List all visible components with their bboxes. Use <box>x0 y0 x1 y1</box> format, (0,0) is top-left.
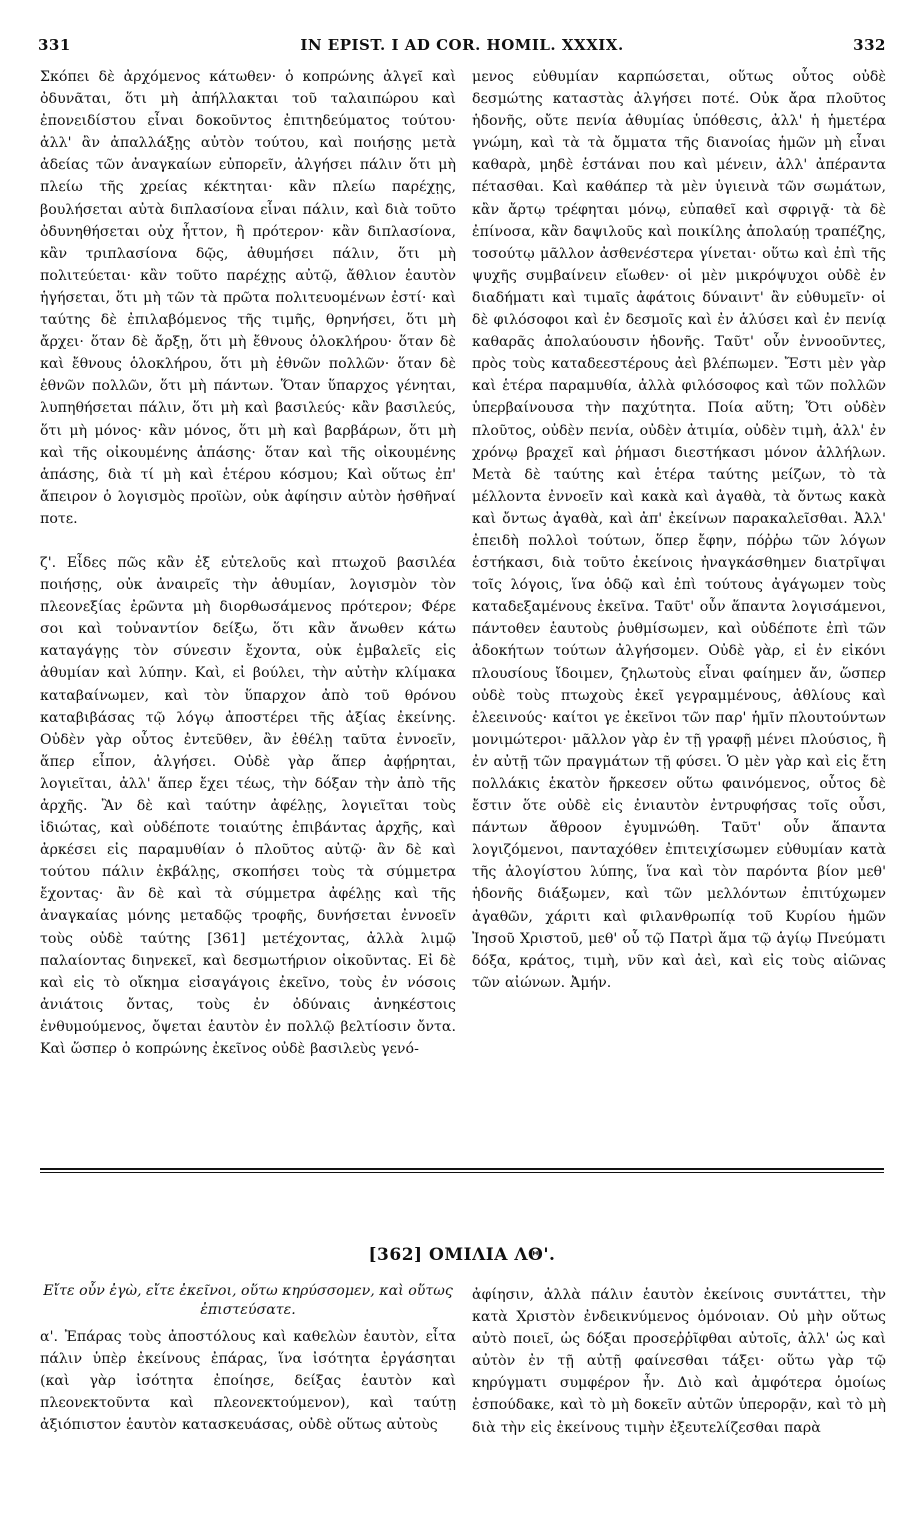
paragraph: μενος εὐθυμίαν καρπώσεται, οὕτως οὗτος οὐδὲ δεσμώτης καταστὰς ἀλγήσει ποτέ. Οὐκ ἄρα πλοῦτος ἡδονῆς, οὔτε πενία ἀθυμίας ὑπόθεσις, ἀλλ' ἡ ἡμετέρα γνώμη, καὶ τὰ τὰ ὄμματα τῆς διανοίας ἡμῶν μὴ εἶναι καθαρὰ, μηδὲ ἑστάναι που καὶ μένειν, ἀλλ' ἀπέραντα πέτασθαι. Καὶ καθάπερ τὰ μὲν ὑγιεινὰ τῶν σωμάτων, κἂν ἄρτῳ τρέφηται μόνῳ, εὐπαθεῖ καὶ σφριγᾷ· τὰ δὲ ἐπίνοσα, κἂν δαψιλοῦς καὶ ποικίλης ἀπολαύῃ τραπέζης, τοσούτῳ μᾶλλον ἀσθενέστερα γίνεται· οὕτω καὶ ἐπὶ τῆς ψυχῆς συμβαίνειν εἴωθεν· οἱ μὲν μικρόψυχοι οὐδὲ ἐν διαδήματι καὶ τιμαῖς ἀφάτοις δύναιντ' ἂν εὐθυμεῖν· οἱ δὲ φιλόσοφοι καὶ ἐν δεσμοῖς καὶ ἐν ἁλύσει καὶ ἐν πενίᾳ καθαρᾶς ἀπολαύουσιν ἡδονῆς. Ταῦτ' οὖν ἐννοοῦντες, πρὸς τοὺς καταδεεστέρους ἀεὶ βλέπωμεν. Ἔστι μὲν γὰρ καὶ ἑτέρα παραμυθία, ἀλλὰ φιλόσοφος καὶ τῶν πολλῶν ὑπερβαίνουσα τὴν παχύτητα. Ποία αὕτη; Ὅτι οὐδὲν πλοῦτος, οὐδὲν πενία, οὐδὲν ἀτιμία, οὐδὲν τιμὴ, ἀλλ' ἐν χρόνῳ βραχεῖ καὶ ῥήμασι διεστήκασι μόνον ἀλλήλων. Μετὰ δὲ ταύτης καὶ ἑτέρα ταύτης μείζων, τὸ τὰ μέλλοντα ἐννοεῖν καὶ κακὰ καὶ ἀγαθὰ, τὰ ὄντως κακὰ καὶ ὄντως ἀγαθὰ, καὶ ἀπ' ἐκείνων παρακαλεῖσθαι. Ἀλλ' ἐπειδὴ πολλοὶ τούτων, ὅπερ ἔφην, πόῤῥω τῶν λόγων ἑστήκασι, διὰ τοῦτο ἐκείνοις ἠναγκάσθημεν διατρῖψαι τοῖς λόγοις, ἵνα ὁδῷ καὶ ἐπὶ τούτους ἀγάγωμεν τοὺς καταδεξαμένους ἐκεῖνα. Ταῦτ' οὖν ἅπαντα λογισάμενοι, πάντοθεν ἑαυτοὺς ῥυθμίσωμεν, καὶ οὐδέποτε ἐπὶ τῶν ἀδοκήτων τούτων ἀλγήσομεν. Οὐδὲ γὰρ, εἰ ἐν εἰκόνι πλουσίους ἴδοιμεν, ζηλωτοὺς εἶναι φαίημεν ἄν, ὥσπερ οὐδὲ τοὺς πτωχοὺς ἐκεῖ γεγραμμένους, ἀθλίους καὶ ἐλεεινούς· καίτοι γε ἐκεῖνοι τῶν παρ' ἡμῖν πλουτούντων μονιμώτεροι· μᾶλλον γὰρ ἐν τῇ γραφῇ μένει πλούσιος, ἢ ἐν αὐτῇ τῶν πραγμάτων τῇ φύσει. Ὁ μὲν γὰρ καὶ εἰς ἔτη πολλάκις ἑκατὸν ἤρκεσεν οὕτω φαινόμενος, οὗτος δὲ ἔστιν ὅτε οὐδὲ εἰς ἐνιαυτὸν ἐντρυφήσας τοῖς οὖσι, πάντων ἄθροον ἐγυμνώθη. Ταῦτ' οὖν ἅπαντα λογιζόμενοι, πανταχόθεν ἐπιτειχίσωμεν εὐθυμίαν κατὰ τῆς ἀλογίστου λύπης, ἵνα καὶ τὸν παρόντα βίον μεθ' ἡδονῆς διάξωμεν, καὶ τῶν μελλόντων ἐπιτύχωμεν ἀγαθῶν, χάριτι καὶ φιλανθρωπίᾳ τοῦ Κυρίου ἡμῶν Ἰησοῦ Χριστοῦ, μεθ' οὗ τῷ Πατρὶ ἅμα τῷ ἁγίῳ Πνεύματι δόξα, κράτος, τιμὴ, νῦν καὶ ἀεὶ, καὶ εἰς τοὺς αἰῶνας τῶν αἰώνων. Ἀμήν. <box>472 69 886 991</box>
paragraph: Σκόπει δὲ ἀρχόμενος κάτωθεν· ὁ κοπρώνης ἀλγεῖ καὶ ὀδυνᾶται, ὅτι μὴ ἀπήλλακται τοῦ ταλαιπώρου καὶ ἐπονειδίστου εἶναι δοκοῦντος ἐπιτηδεύματος τούτου· ἀλλ' ἂν ἀπαλλάξῃς αὐτὸν τούτου, καὶ ποιήσῃς μετὰ ἀδείας τῶν ἀναγκαίων εὐπορεῖν, ἀλγήσει πάλιν ὅτι μὴ πλείω τῆς χρείας κέκτηται· κἂν πλείω παρέχῃς, βουλήσεται αὐτὰ διπλασίονα εἶναι πάλιν, καὶ διὰ τοῦτο ὀδυνηθήσεται οὐχ ἧττον, ἢ πρότερον· κἂν διπλασίονα, κἂν τριπλασίονα δῷς, ἀθυμήσει πάλιν, ὅτι μὴ πολιτεύεται· κἂν τοῦτο παρέχῃς αὐτῷ, ἄθλιον ἑαυτὸν ἡγήσεται, ὅτι μὴ τῶν τὰ πρῶτα πολιτευομένων ἐστί· καὶ ταύτης δὲ ἐπιλαβόμενος τῆς τιμῆς, θρηνήσει, ὅτι μὴ ἄρχει· ὅταν δὲ ἄρξῃ, ὅτι μὴ ἔθνους ὁλοκλήρου· ὅταν δὲ καὶ ἔθνους ὁλοκλήρου, ὅτι μὴ ἐθνῶν πολλῶν· ὅταν δὲ ἐθνῶν πολλῶν, ὅτι μὴ πάντων. Ὅταν ὕπαρχος γένηται, λυπηθήσεται πάλιν, ὅτι μὴ καὶ βασιλεύς· κἂν βασιλεύς, ὅτι μὴ μόνος· κἂν μόνος, ὅτι μὴ καὶ βαρβάρων, ὅτι μὴ καὶ τῆς οἰκουμένης ἁπάσης· ὅταν καὶ τῆς οἰκουμένης ἁπάσης, διὰ τί μὴ καὶ ἑτέρου κόσμου; Καὶ οὕτως ἐπ' ἄπειρον ὁ λογισμὸς προϊὼν, οὐκ ἀφίησιν αὐτὸν ἡσθῆναί ποτε. <box>40 69 456 527</box>
page-number-right: 332 <box>853 36 886 54</box>
running-header <box>38 32 886 58</box>
epigraph: Εἴτε οὖν ἐγὼ, εἴτε ἐκεῖνοι, οὕτω κηρύσσομεν, καὶ οὕτως ἐπιστεύσατε. <box>43 1283 453 1318</box>
paragraph-gap <box>40 530 456 552</box>
paragraph: α'. Ἐπάρας τοὺς ἀποστόλους καὶ καθελὼν ἑαυτὸν, εἶτα πάλιν ὑπὲρ ἐκείνους ἐπάρας, ἵνα ἰσότητα ἐργάσηται (καὶ γὰρ ἰσότητα ἐποίησε, δείξας ἑαυτὸν καὶ πλεονεκτοῦντα καὶ πλεονεκτούμενον), καὶ ταύτῃ ἀξιόπιστον ἑαυτὸν κατασκευάσας, οὐδὲ οὕτως αὐτοὺς <box>40 1329 456 1434</box>
paragraph: ζ'. Εἶδες πῶς κἂν ἐξ εὐτελοῦς καὶ πτωχοῦ βασιλέα ποιήσῃς, οὐκ ἀναιρεῖς τὴν ἀθυμίαν, λογισμὸν τὸν πλεονεξίας ἐρῶντα μὴ διορθωσάμενος πρότερον; Φέρε σοι καὶ τοὐναντίον δείξω, ὅτι κἂν ἄνωθεν κάτω καταγάγῃς τὸν σύνεσιν ἔχοντα, οὐκ ἐμβαλεῖς εἰς ἀθυμίαν καὶ λύπην. Καὶ, εἰ βούλει, τὴν αὐτὴν κλίμακα καταβαίνωμεν, καὶ τὸν ὕπαρχον ἀπὸ τοῦ θρόνου καταβιβάσας τῷ λόγῳ ἀποστέρει τῆς ἀξίας ἐκείνης. Οὐδὲν γὰρ οὗτος ἐντεῦθεν, ἂν ἐθέλῃ ταῦτα ἐννοεῖν, ἅπερ εἶπον, ἀλγήσει. Οὐδὲ γὰρ ἅπερ ἀφῄρηται, λογιεῖται, ἀλλ' ἅπερ ἔχει τέως, τὴν δόξαν τὴν ἀπὸ τῆς ἀρχῆς. Ἂν δὲ καὶ ταύτην ἀφέλῃς, λογιεῖται τοὺς ἰδιώτας, καὶ οὐδέποτε τοιαύτης ἐπιβάντας ἀρχῆς, καὶ ἀρκέσει εἰς παραμυθίαν ὁ πλοῦτος αὐτῷ· ἂν δὲ καὶ τούτου πάλιν ἐκβάλῃς, σκοπήσει τοὺς τὰ σύμμετρα ἔχοντας· ἂν δὲ καὶ τὰ σύμμετρα ἀφέλῃς καὶ τῆς ἀναγκαίας μόνης μεταδῷς τροφῆς, δυνήσεται ἐννοεῖν τοὺς οὐδὲ ταύτης [361] μετέχοντας, ἀλλὰ λιμῷ παλαίοντας διηνεκεῖ, καὶ δεσμωτήριον οἰκοῦντας. Εἰ δὲ καὶ εἰς τὸ οἴκημα εἰσαγάγοις ἐκεῖνο, τοὺς ἐν νόσοις ἀνιάτοις ὄντας, τοὺς ἐν ὀδύναις ἀνηκέστοις ἐνθυμούμενος, ὄψεται ἑαυτὸν ἐν πολλῷ βελτίοσιν ὄντα. Καὶ ὥσπερ ὁ κοπρώνης ἐκεῖνος οὐδὲ βασιλεὺς γενό- <box>40 554 456 1058</box>
paragraph: ἀφίησιν, ἀλλὰ πάλιν ἑαυτὸν ἐκείνοις συντάττει, τὴν κατὰ Χριστὸν ἐνδεικνύμενος ὁμόνοιαν. Οὐ μὴν οὕτως αὐτὸ ποιεῖ, ὡς δόξαι προσεῤῥῖφθαι αὐτοῖς, ἀλλ' ὡς καὶ αὐτὸν ἐν τῇ αὐτῇ φαίνεσθαι τάξει· οὕτω γὰρ τῷ κηρύγματι συμφέρον ἦν. Διὸ καὶ ἀμφότερα ὁμοίως ἐσπούδακε, καὶ τὸ μὴ δοκεῖν αὐτῶν ὑπερορᾷν, καὶ τὸ μὴ διὰ τὴν εἰς ἐκείνους τιμὴν ἐξευτελίζεσθαι παρὰ <box>472 1287 886 1436</box>
page-number-left: 331 <box>38 36 71 54</box>
right-column-top <box>472 66 886 994</box>
section-divider <box>40 1168 884 1173</box>
left-column-top <box>40 66 456 1060</box>
running-title: IN EPIST. I AD COR. HOMIL. XXXIX. <box>300 36 624 54</box>
homily-title: [362] ΟΜΙΛΙΑ ΛΘ'. <box>368 1245 556 1265</box>
left-column-bottom <box>40 1326 456 1436</box>
right-column-bottom <box>472 1284 886 1439</box>
